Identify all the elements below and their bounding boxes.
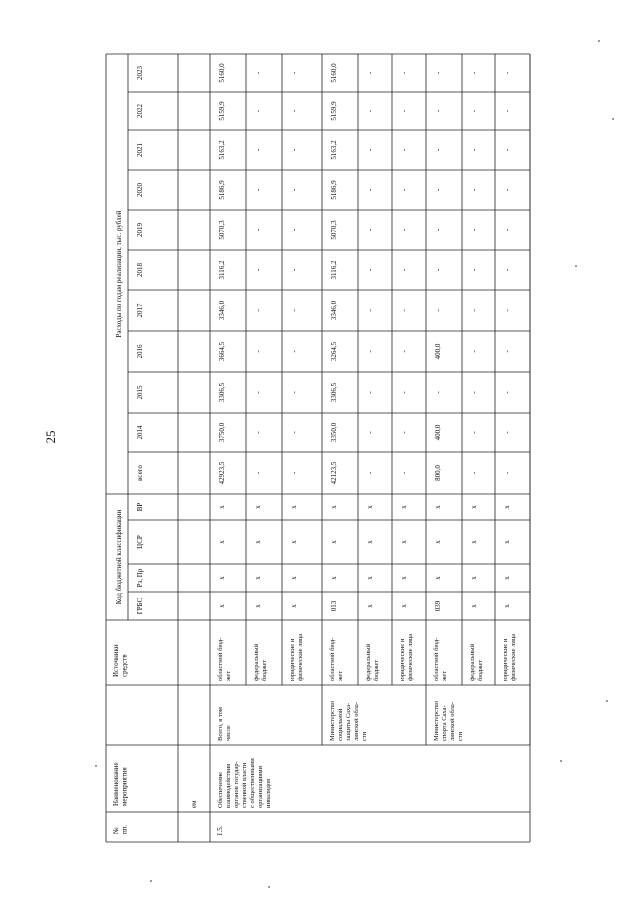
code-1-2-0: x [400, 604, 408, 608]
source-1-1: федеральныйбюджет [365, 644, 380, 681]
code-0-1-0: x [254, 604, 262, 608]
header-year-2015: 2015 [136, 385, 144, 400]
value-1-1-7: - [366, 188, 374, 192]
code-0-0-0: x [218, 604, 226, 608]
value-2-2-6: - [503, 228, 511, 232]
header-expenses: Расходы по годам реализации, тыс. рублей [115, 210, 123, 338]
value-1-2-10: - [400, 71, 408, 75]
budget-table [100, 50, 535, 850]
value-2-1-7: - [470, 188, 478, 192]
value-0-1-7: - [254, 188, 262, 192]
code-0-2-1: x [290, 576, 298, 580]
value-1-0-9: 5159,9 [330, 101, 338, 121]
source-2-1: федеральныйбюджет [469, 644, 484, 681]
value-0-0-4: 3346,0 [218, 300, 226, 321]
source-0-1: федеральныйбюджет [253, 644, 268, 681]
value-0-1-0: - [254, 471, 262, 475]
value-0-0-3: 3664,5 [218, 341, 226, 362]
scan-speck [612, 118, 614, 120]
header-year-2018: 2018 [136, 263, 144, 277]
code-0-0-2: x [218, 540, 226, 544]
value-1-0-7: 5186,9 [330, 180, 338, 200]
value-0-1-5: - [254, 268, 262, 272]
header-year-всего: всего [136, 465, 144, 481]
value-1-1-2: - [366, 391, 374, 394]
value-2-0-7: - [434, 188, 442, 192]
value-0-2-5: - [290, 268, 298, 272]
value-2-0-8: - [434, 148, 442, 152]
code-0-2-2: x [290, 540, 298, 544]
code-1-0-2: x [330, 540, 338, 544]
header-no: №пп. [112, 824, 129, 834]
continuation-text: ем [190, 800, 198, 808]
value-1-2-6: - [400, 228, 408, 232]
code-2-2-0: x [503, 604, 511, 608]
table-cells [112, 63, 517, 836]
value-2-2-8: - [503, 148, 511, 152]
item-number: 1.5. [216, 825, 224, 836]
value-1-2-4: - [400, 309, 408, 312]
code-1-2-1: x [400, 576, 408, 580]
value-0-2-10: - [290, 71, 298, 75]
value-2-0-5: - [434, 268, 442, 272]
value-1-2-1: - [400, 431, 408, 434]
value-0-1-4: - [254, 309, 262, 312]
header-year-2014: 2014 [136, 425, 144, 440]
code-1-2-2: x [400, 540, 408, 544]
value-2-1-6: - [470, 228, 478, 232]
value-0-0-1: 3750,0 [218, 422, 226, 443]
scan-speck [95, 765, 97, 767]
value-2-0-1: 400,0 [434, 424, 442, 441]
value-0-2-0: - [290, 471, 298, 475]
value-1-1-6: - [366, 228, 374, 232]
code-2-0-0: 039 [434, 600, 442, 612]
code-1-0-1: x [330, 576, 338, 580]
header-source: Источникисредств [112, 644, 129, 677]
code-2-2-2: x [503, 540, 511, 544]
value-2-2-5: - [503, 268, 511, 272]
value-0-2-9: - [290, 109, 298, 113]
value-0-1-1: - [254, 431, 262, 434]
value-2-2-0: - [503, 471, 511, 475]
value-1-0-0: 42123,5 [330, 461, 338, 485]
value-2-2-1: - [503, 431, 511, 434]
value-0-2-4: - [290, 309, 298, 312]
header-code-3: ВР [136, 502, 144, 512]
value-1-1-8: - [366, 148, 374, 152]
code-0-2-3: x [290, 505, 298, 509]
value-1-0-3: 3264,5 [330, 341, 338, 362]
value-0-2-1: - [290, 431, 298, 434]
code-0-1-2: x [254, 540, 262, 544]
value-2-2-10: - [503, 71, 511, 75]
value-0-0-7: 5186,9 [218, 180, 226, 200]
value-1-0-10: 5160,0 [330, 63, 338, 83]
value-0-0-9: 5159,9 [218, 101, 226, 121]
value-1-1-3: - [366, 350, 374, 353]
value-2-1-5: - [470, 268, 478, 272]
value-1-1-5: - [366, 268, 374, 272]
value-0-0-0: 42923,5 [218, 461, 226, 485]
rotated-sheet [100, 50, 535, 850]
header-budget-code: Код бюджетной классификации [115, 509, 123, 605]
value-2-0-2: - [434, 391, 442, 394]
scan-speck [575, 265, 577, 267]
scan-speck [606, 700, 608, 702]
value-0-1-10: - [254, 71, 262, 75]
value-0-2-2: - [290, 391, 298, 394]
value-2-0-10: - [434, 71, 442, 75]
source-0-0: областной бюд-жет [217, 637, 232, 681]
value-2-1-4: - [470, 309, 478, 312]
code-1-2-3: x [400, 505, 408, 509]
value-2-1-2: - [470, 391, 478, 394]
value-2-1-8: - [470, 148, 478, 152]
value-2-2-2: - [503, 391, 511, 394]
value-2-2-9: - [503, 109, 511, 113]
source-2-0: областной бюд-жет [433, 637, 448, 681]
code-2-0-1: x [434, 576, 442, 580]
value-2-0-4: - [434, 309, 442, 312]
scan-speck [268, 886, 270, 888]
code-1-0-3: x [330, 505, 338, 509]
value-0-2-6: - [290, 228, 298, 232]
scan-speck [598, 40, 600, 42]
executor-0: Всего, в томчисле [217, 707, 232, 741]
value-0-0-8: 5163,2 [218, 140, 226, 160]
code-2-1-2: x [470, 540, 478, 544]
code-2-1-1: x [470, 576, 478, 580]
code-1-0-0: 013 [330, 600, 338, 612]
executor-2: Министерствоспорта Саха-линской обла-сти [433, 700, 464, 741]
code-2-1-0: x [470, 604, 478, 608]
code-1-1-0: x [366, 604, 374, 608]
value-2-0-9: - [434, 109, 442, 113]
value-1-2-5: - [400, 268, 408, 272]
value-1-1-0: - [366, 471, 374, 475]
value-0-2-8: - [290, 148, 298, 152]
value-2-1-9: - [470, 109, 478, 113]
value-0-2-7: - [290, 188, 298, 192]
code-1-1-3: x [366, 505, 374, 509]
value-1-2-7: - [400, 188, 408, 192]
page-number: 25 [43, 430, 58, 444]
value-0-1-9: - [254, 109, 262, 113]
value-1-1-1: - [366, 431, 374, 434]
header-year-2019: 2019 [136, 223, 144, 237]
value-1-2-0: - [400, 471, 408, 475]
value-1-0-2: 3306,5 [330, 382, 338, 403]
value-1-0-8: 5163,2 [330, 140, 338, 160]
value-0-0-10: 5160,0 [218, 63, 226, 83]
code-0-1-1: x [254, 576, 262, 580]
source-0-2: юридические ифизические лица [289, 633, 304, 681]
value-2-2-3: - [503, 350, 511, 353]
code-2-1-3: x [470, 505, 478, 509]
header-year-2022: 2022 [136, 104, 144, 118]
value-1-0-5: 3116,2 [330, 260, 338, 280]
header-name: Наименованиемероприятия [112, 762, 129, 806]
value-1-0-4: 3346,0 [330, 300, 338, 321]
code-1-1-2: x [366, 540, 374, 544]
source-1-2: юридические ифизические лица [399, 633, 414, 681]
executor-1: Министерствосоциальнойзащиты Саха-линской обла-сти [329, 700, 368, 741]
value-2-0-0: 800,0 [434, 465, 442, 481]
value-1-0-1: 3350,0 [330, 422, 338, 443]
header-year-2017: 2017 [136, 303, 144, 318]
value-2-1-3: - [470, 350, 478, 353]
value-2-2-7: - [503, 188, 511, 192]
value-0-1-2: - [254, 391, 262, 394]
value-1-0-6: 5070,3 [330, 220, 338, 240]
value-0-2-3: - [290, 350, 298, 353]
value-2-0-3: 400,0 [434, 343, 442, 360]
value-1-1-4: - [366, 309, 374, 312]
scan-speck [560, 760, 562, 762]
code-0-0-3: x [218, 505, 226, 509]
code-2-0-2: x [434, 540, 442, 544]
value-1-1-9: - [366, 109, 374, 113]
code-0-2-0: x [290, 604, 298, 608]
header-code-1: Рз, Пр [136, 568, 144, 588]
source-1-0: областной бюд-жет [329, 637, 344, 681]
code-2-0-3: x [434, 505, 442, 509]
value-0-0-2: 3306,5 [218, 382, 226, 403]
header-year-2021: 2021 [136, 143, 144, 157]
scan-speck [150, 880, 152, 882]
value-2-1-10: - [470, 71, 478, 75]
header-year-2020: 2020 [136, 183, 144, 197]
header-year-2023: 2023 [136, 66, 144, 80]
header-code-2: ЦСР [136, 535, 144, 549]
value-0-1-6: - [254, 228, 262, 232]
item-name: Обеспечениевзаимодействияорганов государ-ственной властис общественнымиорганизациямиинвалидов [217, 758, 272, 808]
value-0-1-3: - [254, 350, 262, 353]
value-0-0-6: 5070,3 [218, 220, 226, 240]
code-2-2-1: x [503, 576, 511, 580]
code-0-0-1: x [218, 576, 226, 580]
value-1-2-3: - [400, 350, 408, 353]
value-1-1-10: - [366, 71, 374, 75]
value-2-1-1: - [470, 431, 478, 434]
header-year-2016: 2016 [136, 344, 144, 359]
value-0-0-5: 3116,2 [218, 260, 226, 280]
value-1-2-8: - [400, 148, 408, 152]
value-2-0-6: - [434, 228, 442, 232]
value-2-1-0: - [470, 471, 478, 475]
code-2-2-3: x [503, 505, 511, 509]
header-code-0: ГРБС [136, 597, 144, 615]
code-1-1-1: x [366, 576, 374, 580]
value-1-2-2: - [400, 391, 408, 394]
value-1-2-9: - [400, 109, 408, 113]
table-grid [106, 54, 530, 842]
source-2-2: юридические ифизические лица [502, 633, 517, 681]
code-0-1-3: x [254, 505, 262, 509]
value-0-1-8: - [254, 148, 262, 152]
value-2-2-4: - [503, 309, 511, 312]
